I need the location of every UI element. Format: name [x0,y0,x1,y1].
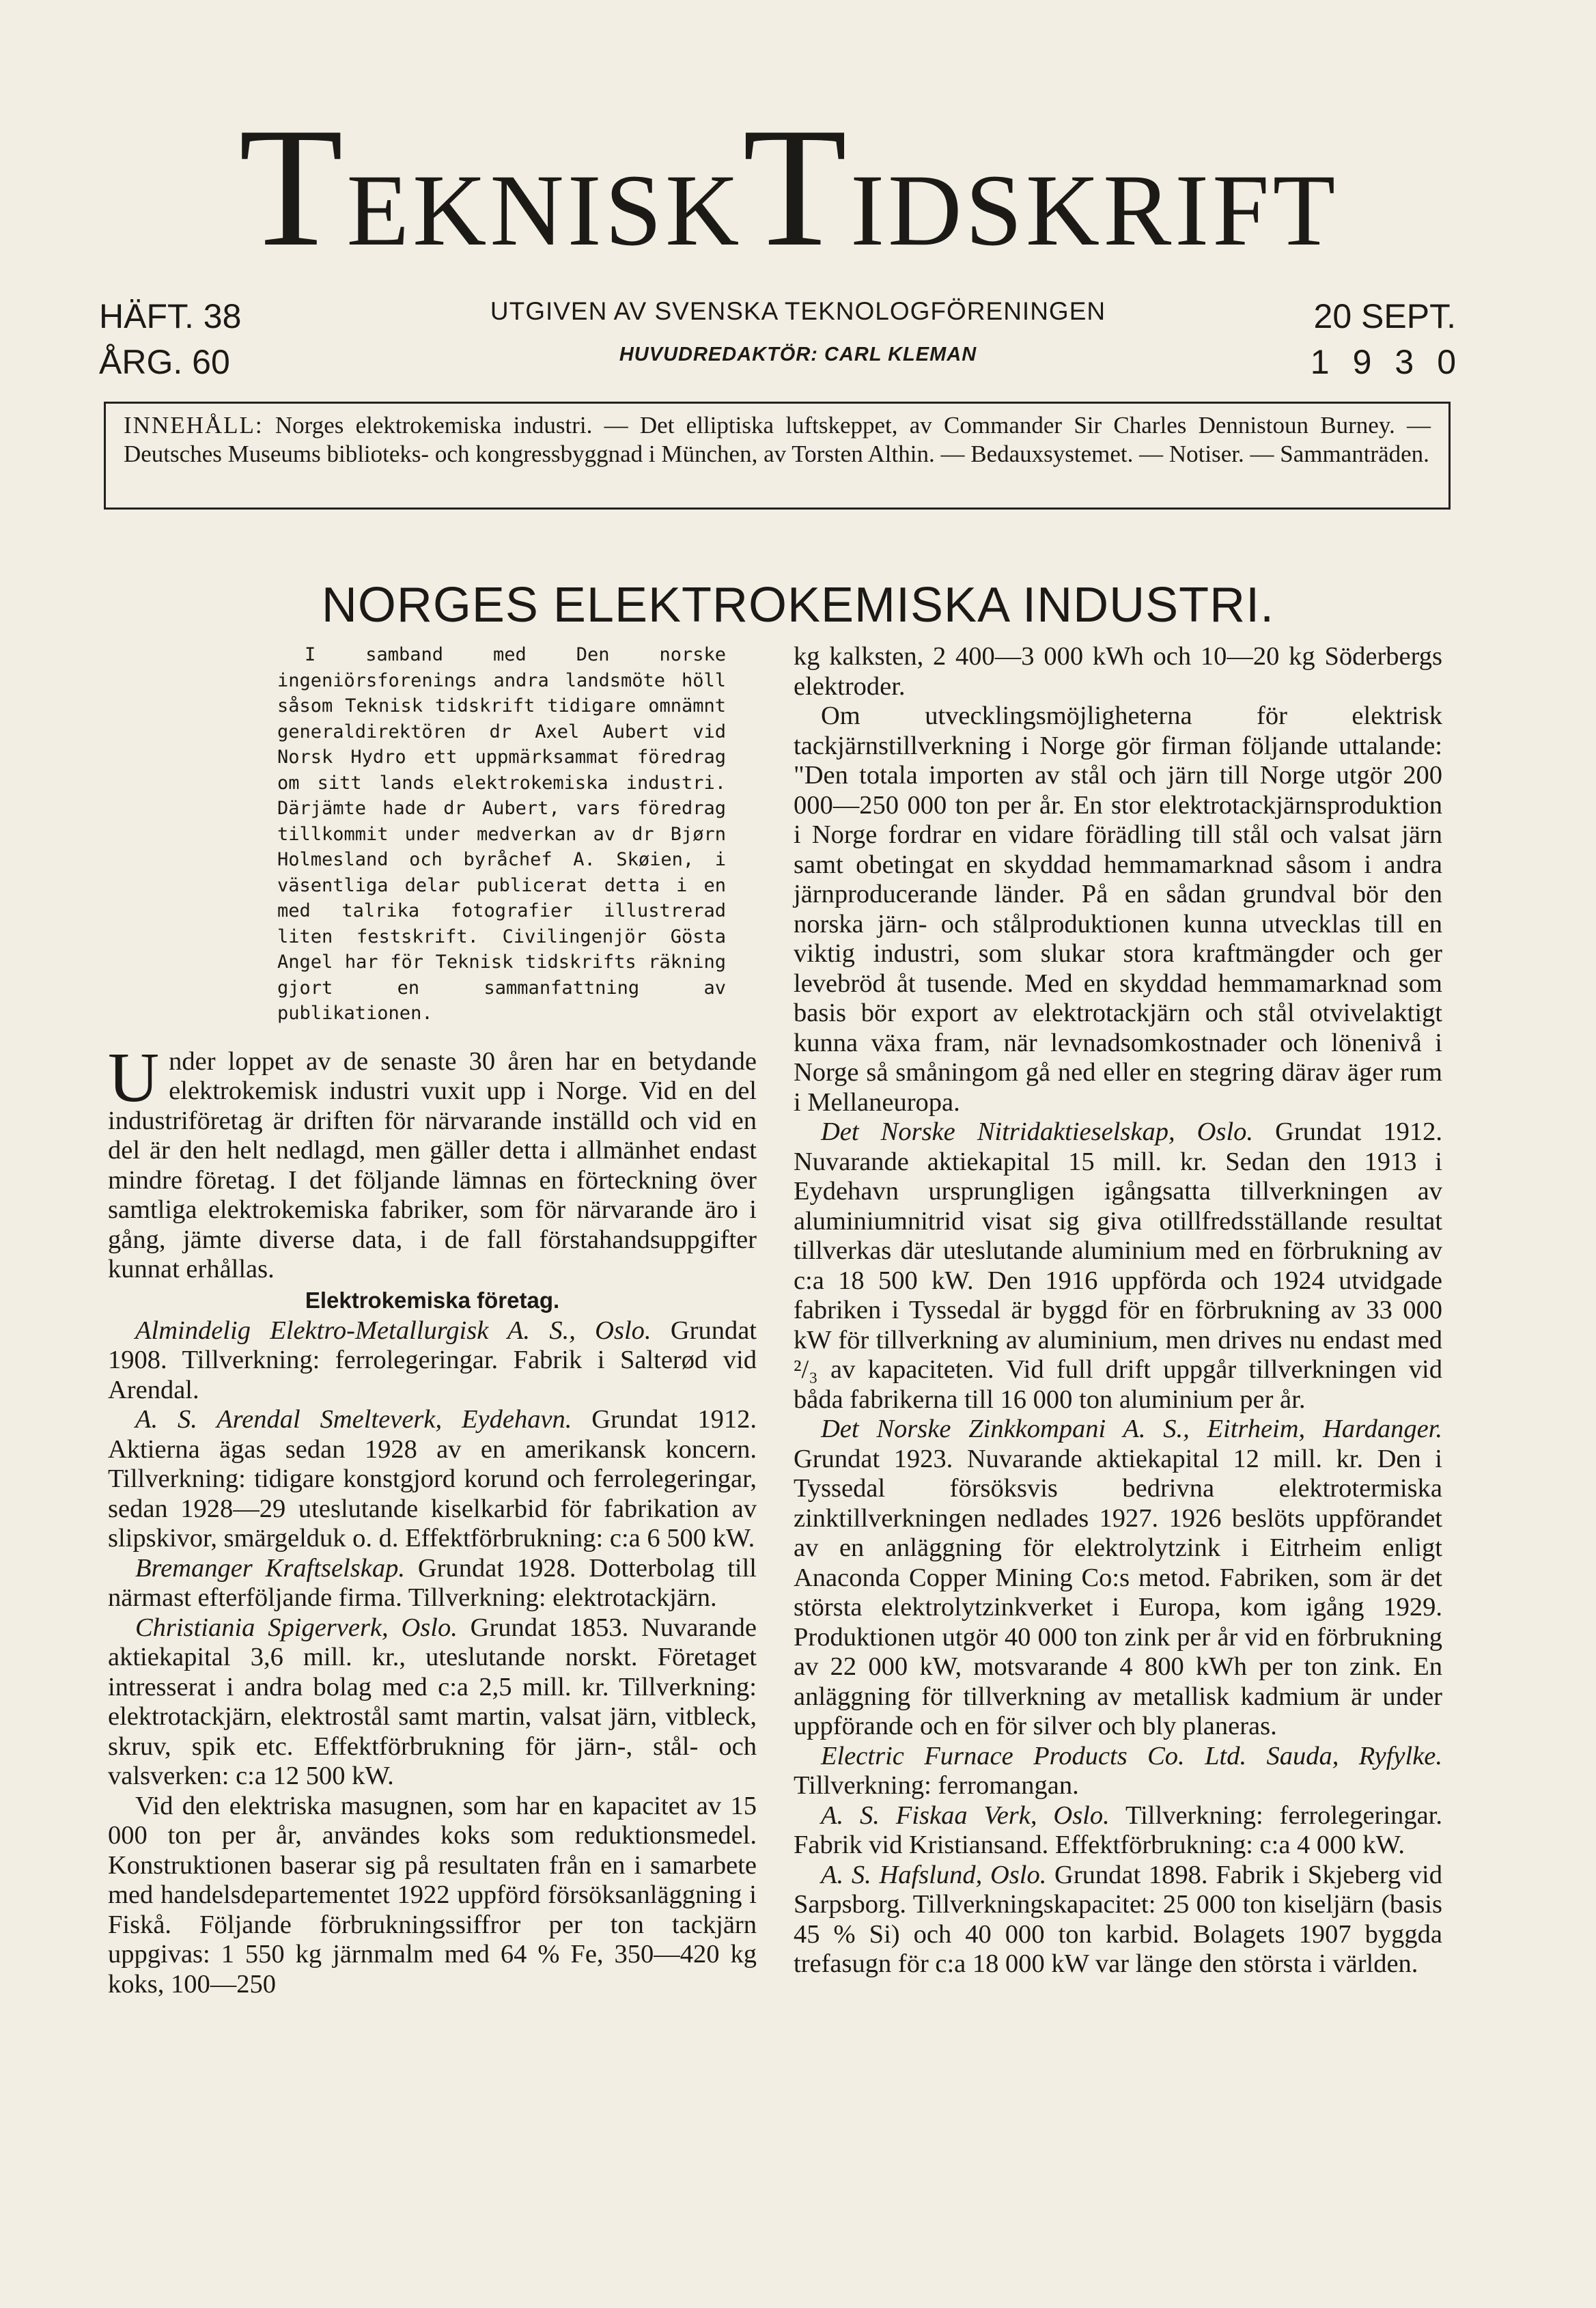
contents-box [104,402,1451,510]
column-right [794,642,1442,1979]
issue-number: HÄFT. 38 [99,297,242,335]
body-paragraph: Vid den elektriska masugnen, som har en kapacitet av 15 000 ton per år, användes koks som reduktionsmedel. Konstruktionen baserar sig på resultaten från en i samarbete med handelsdepartementet 1922 uppförd försöksanläggning i Fiskå. Följande förbrukningssiffror per ton tackjärn uppgivas: 1 550 kg järnmalm med 64 % Fe, 350—420 kg koks, 100—250 [108,1791,757,1999]
company-entry: Almindelig Elektro-Metallurgisk A. S., Oslo. Grundat 1908. Tillverkning: ferrolegeringar. Fabrik i Salterød vid Arendal. [108,1316,757,1404]
company-name: Bremanger Kraftselskap. [135,1553,405,1583]
lead-text: nder loppet av de senaste 30 åren har en betydande elektrokemisk industri vuxit upp i Norge. Vid en del industriföretag är driften för närvarande inställd och vid en del är den helt nedlagd, men gäller detta i allmänhet endast mindre företag. I det följande lämnas en förteckning över samtliga elektrokemiska fabriker, som för närvarande äro i gång, jämte diverse data, i de fall förstahandsuppgifter kunnat erhållas. [108,1046,757,1283]
contents-label: INNEHÅLL: [124,412,264,439]
masthead-cap-t1: T [238,93,347,282]
body-paragraph: kg kalksten, 2 400—3 000 kWh och 10—20 kg Söderbergs elektroder. [794,642,1442,701]
company-name: A. S. Arendal Smelteverk, Eydehavn. [135,1405,572,1434]
company-name: Almindelig Elektro-Metallurgisk A. S., Oslo. [135,1316,652,1345]
masthead-cap-t2: T [742,93,851,282]
company-name: Det Norske Nitridaktieselskap, Oslo. [821,1117,1254,1146]
company-name: A. S. Hafslund, Oslo. [821,1860,1047,1889]
article-lead [108,1038,757,1285]
company-entry: Christiania Spigerverk, Oslo. Grundat 1853. Nuvarande aktiekapital 3,6 mill. kr., uteslutande norskt. Företaget intresserat i andra bolag med c:a 2,5 mill. kr. Tillverkning: elektrotackjärn, elektrostål samt martin, valsat järn, vitbleck, skruv, spik etc. Effektförbrukning för järn-, stål- och valsverken: c:a 12 500 kW. [108,1613,757,1790]
masthead [96,93,1482,282]
company-entry: A. S. Hafslund, Oslo. Grundat 1898. Fabrik i Skjeberg vid Sarpsborg. Tillverkningskapacitet: 25 000 ton kiseljärn (basis 45 % Si) och 40 000 ton karbid. Bolagets 1907 byggda trefasugn för c:a 18 000 kW var länge den största i världen. [794,1860,1443,1978]
masthead-word-2: IDSKRIFT [850,154,1339,267]
contents-text: Norges elektrokemiska industri. — Det elliptiska luftskeppet, av Commander Sir Charles Dennistoun Burney. — Deutsches Museums biblioteks- och kongressbyggnad i München, av Torsten Althin. — Bedauxsystemet. — Notiser. — Sammanträden. [124,412,1431,467]
section-heading: Elektrokemiska företag. [305,1287,560,1313]
article-title: NORGES ELEKTROKEMISKA INDUSTRI. [321,578,1275,632]
publisher-line: UTGIVEN AV SVENSKA TEKNOLOGFÖRENINGEN [490,297,1106,325]
company-entry: A. S. Fiskaa Verk, Oslo. Tillverkning: ferrolegeringar. Fabrik vid Kristiansand. Effektförbrukning: c:a 4 000 kW. [794,1800,1442,1859]
company-name: Electric Furnace Products Co. Ltd. Sauda, Ryfylke. [821,1741,1442,1770]
volume-number: ÅRG. 60 [99,343,230,381]
company-entry: Electric Furnace Products Co. Ltd. Sauda, Ryfylke. Tillverkning: ferromangan. [794,1741,1442,1800]
date-info [1310,294,1479,385]
company-entry: Bremanger Kraftselskap. Grundat 1928. Dotterbolag till närmast efterföljande firma. Tillverkning: elektrotackjärn. [108,1553,757,1612]
body-paragraph: Om utvecklingsmöjligheterna för elektrisk tackjärnstillverkning i Norge gör firman följande uttalande: "Den totala importen av stål och järn till Norge utgör 200 000—250 000 ton per år. En stor elektrotackjärnsproduktion i Norge fordrar en vidare förädling till stål och valsat järn samt obetingat en skyddad hemmamarknad såsom i andra järnproducerande länder. På en sådan grundval bör den norska järn- och stålproduktionen kunna utvecklas till en viktig industri, som slukar stora kraftmängder och ger levebröd åt tusende. Med en skyddad hemmamarknad som basis bör export av elektrotackjärn och stål otvivelaktigt kunna växa fram, när levnadsomkostnader och lönenivå i Norge så småningom gå ned eller en stegring därav äger rum i Mellaneuropa. [794,701,1442,1117]
article-intro: I samband med Den norske ingeniörsforenings andra landsmöte höll såsom Teknisk tidskrift tidigare omnämnt generaldirektören dr Axel Aubert vid Norsk Hydro ett uppmärksammat föredrag om sitt lands elektrokemiska industri. Därjämte hade dr Aubert, vars föredrag tillkommit under medverkan av dr Bjørn Holmesland och byråchef A. Skøien, i väsentliga delar publicerat detta i en med talrika fotografier illustrerad liten festskrift. Civilingenjör Gösta Angel har för Teknisk tidskrifts räkning gjort en sammanfattning av publikationen. [277,644,726,1024]
company-entry: A. S. Arendal Smelteverk, Eydehavn. Grundat 1912. Aktierna ägas sedan 1928 av en amerikansk koncern. Tillverkning: tidigare konstgjord korund och ferrolegeringar, sedan 1928—29 uteslutande kiselkarbid för fabrikation av slipskivor, smärgelduk o. d. Effektförbrukning: c:a 6 500 kW. [108,1405,757,1553]
company-name: A. S. Fiskaa Verk, Oslo. [821,1800,1110,1830]
company-name: Christiania Spigerverk, Oslo. [135,1613,458,1642]
issue-year: 1930 [1310,343,1479,381]
company-entry: Det Norske Zinkkompani A. S., Eitrheim, Hardanger. Grundat 1923. Nuvarande aktiekapital 12 mill. kr. Den i Tyssedal försöksvis bedrivna elektrotermiska zinktillverkningen nedlades 1927. 1926 beslöts uppförandet av en anläggning för elektrolytzink i Eitrheim enligt Anaconda Copper Mining Co:s metod. Fabriken, som är det största elektrolytzinkverket i Europa, kom igång 1929. Produktionen utgör 40 000 ton zink per år vid en förbrukning av 22 000 kW, motsvarande 4 800 kWh per ton zink. En anläggning för tillverkning av metallisk kadmium är under uppförande och en för silver och bly planeras. [794,1415,1442,1740]
issue-date: 20 SEPT. [1313,297,1456,335]
masthead-word-1: EKNISK [346,154,743,267]
drop-cap: U [108,1038,160,1117]
company-name: Det Norske Zinkkompani A. S., Eitrheim, Hardanger. [821,1415,1442,1443]
editor-line: HUVUDREDAKTÖR: CARL KLEMAN [619,344,977,365]
company-entry: Det Norske Nitridaktieselskap, Oslo. Grundat 1912. Nuvarande aktiekapital 15 mill. kr. Sedan den 1913 i Eydehavn ursprungligen igångsatta tillverkningen av aluminiumnitrid visat sig giva otillfredsställande resultat tillverkas där uteslutande aluminium med en förbrukning av c:a 18 500 kW. Den 1916 uppförda och 1924 utvidgade fabriken i Tyssedal är byggd för en förbrukning av 33 000 kW för tillverkning av aluminium, men drives nu endast med ²/₃ av kapaciteten. Vid full drift uppgår tillverkningen vid båda fabrikerna till 16 000 ton aluminium per år. [794,1117,1442,1414]
column-left [108,642,757,1999]
